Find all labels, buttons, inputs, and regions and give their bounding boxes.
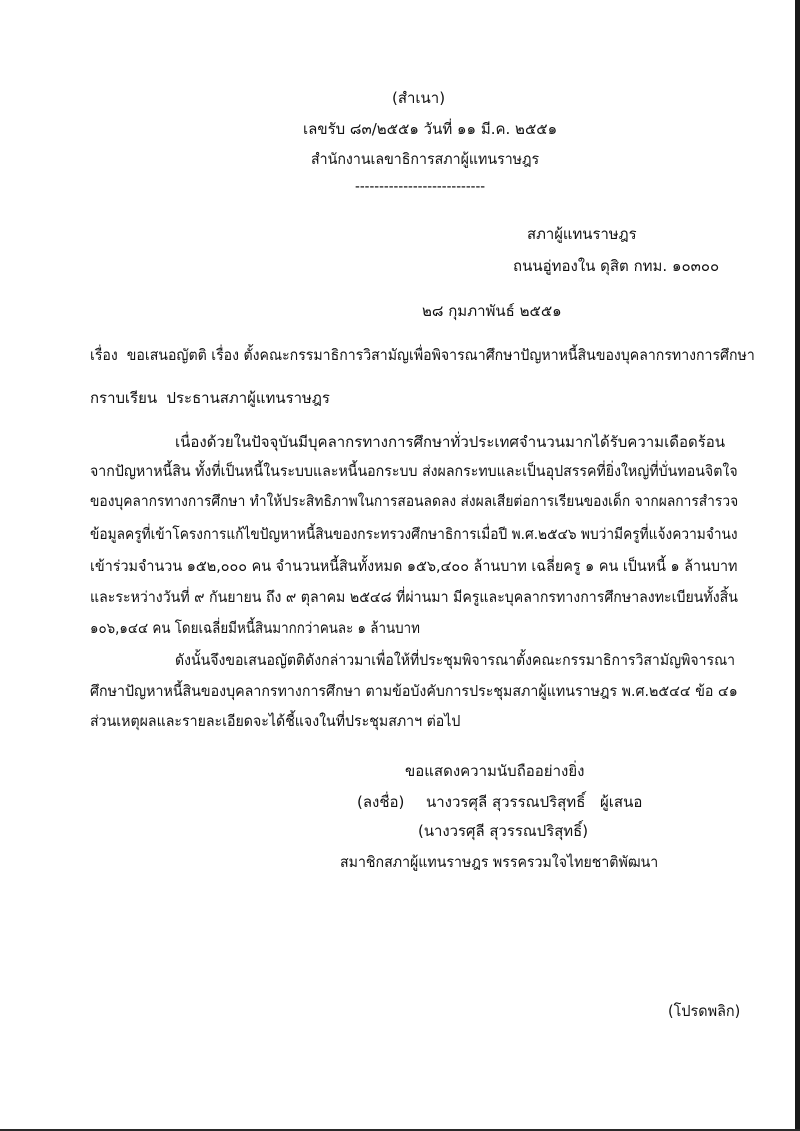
signer-position-text: สมาชิกสภาผู้แทนราษฎร พรรครวมใจไทยชาติพัฒนา	[340, 853, 659, 871]
sender-organization	[527, 224, 637, 246]
paragraph-2-line	[90, 711, 460, 733]
letter-date	[422, 301, 567, 323]
signature-label	[357, 792, 419, 814]
paragraph-1-line	[90, 524, 738, 546]
paragraph-1-text: ข้อมูลครูที่เข้าโครงการแก้ไขปัญหาหนี้สินของกระทรวงศึกษาธิการเมื่อปี พ.ศ.๒๕๔๖ พบว่ามีครูที่แจ้งความจำนง	[90, 525, 738, 543]
salutation-line	[90, 388, 330, 410]
scan-edge-right	[795, 0, 800, 1131]
paragraph-1-text: จากปัญหาหนี้สิน ทั้งที่เป็นหนี้ในระบบและหนี้นอกระบบ ส่งผลกระทบและเป็นอุปสรรคที่ยิ่งใหญ่ที่บั่นทอนจิตใจ	[90, 462, 738, 480]
subject-label: เรื่อง	[90, 346, 118, 364]
signer-role-text: ผู้เสนอ	[600, 793, 643, 811]
paragraph-2-text: ดังนั้นจึงขอเสนอญัตติดังกล่าวมาเพื่อให้ที่ประชุมพิจารณาตั้งคณะกรรมาธิการวิสามัญพิจารณา	[175, 651, 736, 669]
receiving-office	[311, 149, 539, 171]
signer-position	[340, 852, 658, 874]
sender-address	[513, 256, 723, 278]
signature-label-text: (ลงชื่อ)	[357, 793, 405, 811]
receiving-office-text: สำนักงานเลขาธิการสภาผู้แทนราษฎร	[311, 150, 540, 168]
printed-name	[418, 821, 588, 843]
signer-role	[600, 792, 660, 814]
paragraph-2-text: ศึกษาปัญหาหนี้สินของบุคลากรทางการศึกษา ตามข้อบังคับการประชุมสภาผู้แทนราษฎร พ.ศ.๒๕๔๔ ข้อ ๔๑	[90, 682, 738, 700]
receipt-number-text: เลขรับ ๘๓/๒๕๕๑ วันที่ ๑๑ มี.ค. ๒๕๕๑	[303, 120, 558, 138]
sender-organization-text: สภาผู้แทนราษฎร	[527, 225, 637, 243]
paragraph-1-line	[90, 491, 738, 513]
paragraph-2-line	[175, 650, 735, 672]
sender-address-text: ถนนอู่ทองใน ดุสิต กทม. ๑๐๓๐๐	[513, 257, 720, 275]
salutation-text: ประธานสภาผู้แทนราษฎร	[166, 389, 330, 407]
paragraph-2-text: ส่วนเหตุผลและรายละเอียดจะได้ชี้แจงในที่ประชุมสภาฯ ต่อไป	[90, 712, 461, 730]
printed-name-text: (นางวรศุลี สุวรรณปริสุทธิ์)	[418, 822, 589, 840]
copy-mark-text: (สำเนา)	[392, 89, 446, 107]
paragraph-1-text: เข้าร่วมจำนวน ๑๕๒,๐๐๐ คน จำนวนหนี้สินทั้งหมด ๑๕๖,๔๐๐ ล้านบาท เฉลี่ยครู ๑ คน เป็นหนี้ ๑ ล้านบาท	[90, 557, 738, 575]
header-divider	[355, 176, 485, 198]
salutation-label: กราบเรียน	[90, 389, 158, 407]
paragraph-1-text: ๑๐๖,๑๔๔ คน โดยเฉลี่ยมีหนี้สินมากกว่าคนละ ๑ ล้านบาท	[90, 619, 420, 637]
header-divider-text: ---------------------------	[355, 177, 486, 195]
closing-regards	[405, 761, 595, 783]
signer-name	[426, 792, 586, 814]
paragraph-1-line	[175, 432, 735, 454]
subject-line	[90, 345, 755, 367]
letter-date-text: ๒๘ กุมภาพันธ์ ๒๕๕๑	[422, 302, 562, 320]
salutation-content	[90, 388, 330, 408]
subject-content	[90, 345, 755, 365]
paragraph-1-line	[90, 461, 738, 483]
paragraph-1-text: ของบุคลากรทางการศึกษา ทำให้ประสิทธิภาพในการสอนลดลง ส่งผลเสียต่อการเรียนของเด็ก จากผลการสำรวจ	[90, 492, 739, 510]
copy-mark	[392, 88, 472, 110]
receipt-number	[303, 119, 565, 141]
signer-name-text: นางวรศุลี สุวรรณปริสุทธิ์	[426, 793, 586, 811]
closing-regards-text: ขอแสดงความนับถืออย่างยิ่ง	[405, 762, 585, 780]
turn-over-note	[668, 1001, 740, 1023]
paragraph-1-line	[90, 587, 738, 609]
paragraph-1-line	[90, 556, 738, 578]
paragraph-2-line	[90, 681, 738, 703]
turn-over-note-text: (โปรดพลิก)	[668, 1002, 741, 1020]
subject-text: ขอเสนอญัตติ เรื่อง ตั้งคณะกรรมาธิการวิสามัญเพื่อพิจารณาศึกษาปัญหาหนี้สินของบุคลากรทางการศึกษา	[126, 346, 755, 364]
paragraph-1-text: เนื่องด้วยในปัจจุบันมีบุคลากรทางการศึกษาทั่วประเทศจำนวนมากได้รับความเดือดร้อน	[175, 433, 726, 451]
paragraph-1-line	[90, 618, 420, 640]
paragraph-1-text: และระหว่างวันที่ ๙ กันยายน ถึง ๙ ตุลาคม ๒๕๔๘ ที่ผ่านมา มีครูและบุคลากรทางการศึกษาลงทะเบียนทั้งสิ้น	[90, 588, 738, 606]
